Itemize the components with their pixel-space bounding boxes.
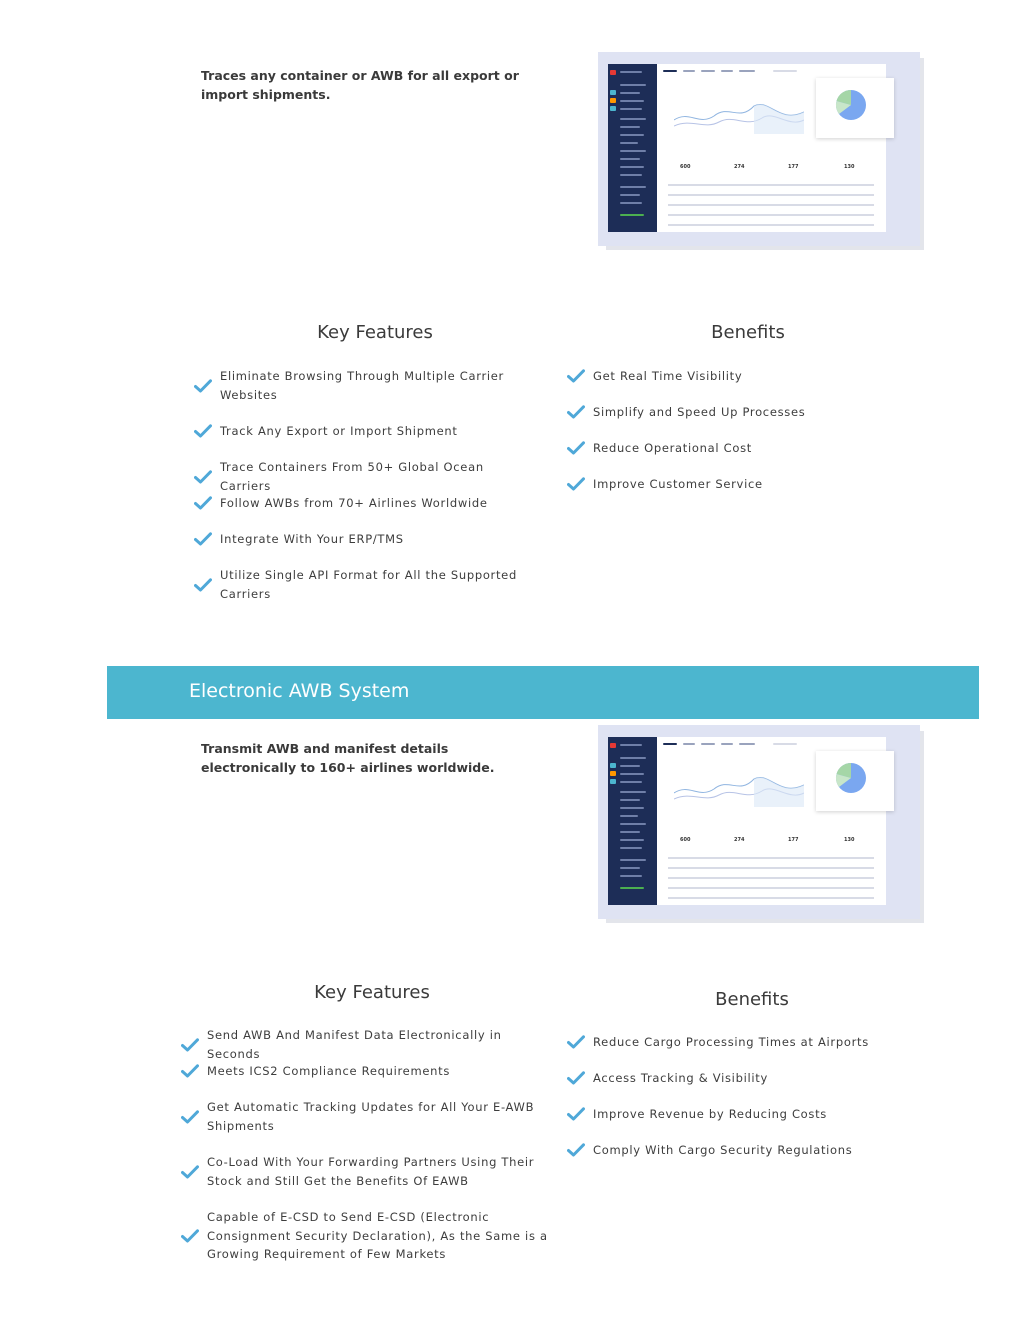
checkmark-icon: [567, 441, 585, 455]
stat-value: 600: [680, 164, 691, 170]
list-item-text: Improve Revenue by Reducing Costs: [593, 1107, 827, 1121]
list-item-text: Comply With Cargo Security Regulations: [593, 1143, 853, 1157]
list-item-text: Eliminate Browsing Through Multiple Carrier Websites: [220, 369, 504, 402]
list-item: [567, 1069, 887, 1088]
checkmark-icon: [194, 424, 212, 438]
list-item: [567, 367, 867, 386]
list-item: [567, 475, 867, 494]
dashboard-screenshot: [598, 725, 920, 919]
list-item: [194, 458, 534, 495]
list-item-text: Reduce Cargo Processing Times at Airports: [593, 1035, 869, 1049]
list-item: [194, 494, 534, 513]
checkmark-icon: [567, 1107, 585, 1121]
features-title: Key Features: [314, 982, 430, 1003]
list-item: [181, 1062, 556, 1081]
features-title: Key Features: [317, 322, 433, 343]
stat-value: 177: [788, 164, 799, 170]
benefits-title: Benefits: [715, 989, 789, 1010]
list-item-text: Send AWB And Manifest Data Electronically in Seconds: [207, 1028, 502, 1061]
stat-value: 274: [734, 837, 745, 843]
list-item-text: Reduce Operational Cost: [593, 441, 752, 455]
section2-intro: Transmit AWB and manifest details electronically to 160+ airlines worldwide.: [201, 741, 495, 775]
checkmark-icon: [181, 1229, 199, 1243]
stat-value: 130: [844, 837, 855, 843]
banner-title: Electronic AWB System: [189, 680, 410, 702]
stat-value: 274: [734, 164, 745, 170]
checkmark-icon: [567, 1071, 585, 1085]
list-item-text: Integrate With Your ERP/TMS: [220, 532, 404, 546]
list-item: [567, 439, 867, 458]
list-item-text: Simplify and Speed Up Processes: [593, 405, 806, 419]
list-item-text: Utilize Single API Format for All the Supported Carriers: [220, 568, 517, 601]
list-item: [567, 403, 867, 422]
section1-intro: Traces any container or AWB for all export or import shipments.: [201, 68, 519, 102]
list-item: [181, 1098, 556, 1135]
list-item-text: Trace Containers From 50+ Global Ocean Carriers: [220, 460, 484, 493]
checkmark-icon: [194, 379, 212, 393]
stat-value: 600: [680, 837, 691, 843]
list-item-text: Track Any Export or Import Shipment: [220, 424, 458, 438]
list-item-text: Get Real Time Visibility: [593, 369, 743, 383]
list-item-text: Improve Customer Service: [593, 477, 763, 491]
checkmark-icon: [567, 1035, 585, 1049]
list-item: [181, 1208, 556, 1264]
list-item-text: Get Automatic Tracking Updates for All Your E-AWB Shipments: [207, 1100, 535, 1133]
benefits-title: Benefits: [711, 322, 785, 343]
checkmark-icon: [181, 1064, 199, 1078]
checkmark-icon: [194, 470, 212, 484]
checkmark-icon: [567, 405, 585, 419]
dashboard-screenshot: [598, 52, 920, 246]
checkmark-icon: [194, 578, 212, 592]
list-item: [194, 367, 534, 404]
section-banner: [107, 666, 979, 719]
list-item: [194, 422, 534, 441]
checkmark-icon: [567, 477, 585, 491]
checkmark-icon: [181, 1110, 199, 1124]
stat-value: 130: [844, 164, 855, 170]
list-item: [194, 566, 534, 603]
list-item: [567, 1105, 887, 1124]
list-item: [567, 1033, 887, 1052]
stat-value: 177: [788, 837, 799, 843]
list-item-text: Access Tracking & Visibility: [593, 1071, 768, 1085]
list-item-text: Follow AWBs from 70+ Airlines Worldwide: [220, 496, 488, 510]
checkmark-icon: [567, 369, 585, 383]
checkmark-icon: [194, 496, 212, 510]
list-item: [181, 1153, 556, 1190]
checkmark-icon: [181, 1038, 199, 1052]
checkmark-icon: [567, 1143, 585, 1157]
list-item: [181, 1026, 556, 1063]
checkmark-icon: [181, 1165, 199, 1179]
list-item-text: Meets ICS2 Compliance Requirements: [207, 1064, 451, 1078]
list-item: [567, 1141, 887, 1160]
list-item: [194, 530, 534, 549]
list-item-text: Capable of E-CSD to Send E-CSD (Electronic Consignment Security Declaration), As the Same is a Growing Requirement of Few Markets: [207, 1210, 548, 1261]
checkmark-icon: [194, 532, 212, 546]
list-item-text: Co-Load With Your Forwarding Partners Using Their Stock and Still Get the Benefits Of EAWB: [207, 1155, 535, 1188]
